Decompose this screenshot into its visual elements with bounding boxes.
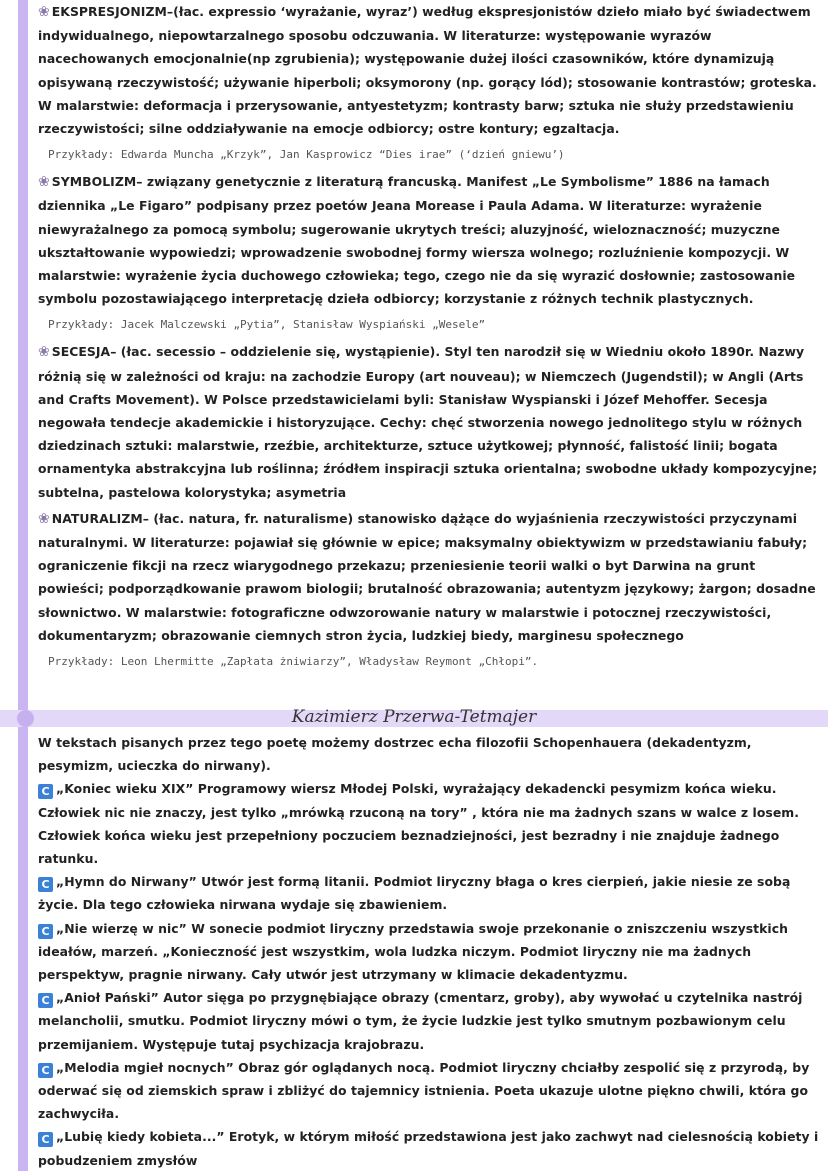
poem-item: C „Hymn do Nirwany” Utwór jest formą litanii. Podmiot liryczny błaga o kres cierpień, jakie niesie ze sobą życie. Dla tego człowieka nirwana wydaje się zbawieniem.	[38, 874, 791, 913]
c-badge-icon: C	[38, 784, 53, 799]
section-naturalizm: ❀ NATURALIZM– (łac. natura, fr. naturalisme) stanowisko dążące do wyjaśnienia rzeczywistości przyczynami naturalnymi. W literaturze: pojawiał się głównie w epice; maksymalny obiektywizm w przedstawianiu fabuły; ograniczenie fikcji na rzecz wiarygodnego przekazu; przeniesienie teorii walki o byt Darwina na grunt powieści; podporządkowanie prawom biologii; brutalność obrazowania; autentyzm językowy; żargon; dosadne słownictwo. W malarstwie: fotograficzne odwzorowanie natury w malarstwie i potocznej rzeczywistości, dokumentaryzm; obrazowanie ciemnych stron życia, ludzkiej biedy, marginesu społecznego	[38, 510, 816, 643]
flower-icon: ❀	[38, 344, 50, 361]
example-symbolizm: Przykłady: Jacek Malczewski „Pytia”, Stanisław Wyspiański „Wesele”	[48, 318, 486, 332]
c-badge-icon: C	[38, 1063, 53, 1078]
example-ekspresjonizm: Przykłady: Edwarda Muncha „Krzyk”, Jan Kasprowicz “Dies irae” (‘dzień gniewu’)	[48, 148, 565, 162]
flower-icon: ❀	[38, 4, 50, 20]
flower-icon: ❀	[38, 510, 50, 527]
flower-icon: ❀	[38, 174, 50, 191]
section-symbolizm: ❀ SYMBOLIZM– związany genetycznie z literaturą francuską. Manifest „Le Symbolisme” 1886 na łamach dziennika „Le Figaro” podpisany przez poetów Jeana Morease i Paula Adama. W literaturze: wyrażenie niewyrażalnego za pomocą symbolu; sugerowanie ukrytych treści; aluzyjność, wieloznaczność; muzyczne ukształtowanie wypowiedzi; wprowadzenie swobodnej formy wiersza wolnego; rozluźnienie kompozycji. W malarstwie: wyrażenie życia duchowego człowieka; tego, czego nie da się wyrazić dosłownie; zastosowanie symbolu pozostawiającego interpretację dzieła odbiorcy; korzystanie z różnych technik plastycznych.	[38, 174, 796, 307]
poet-section	[38, 731, 824, 1172]
poem-item: C „Nie wierzę w nic” W sonecie podmiot liryczny przedstawia swoje przekonanie o zniszczeniu wszystkich ideałów, marzeń. „Konieczność jest wszystkim, wola ludzka niczym. Podmiot liryczny nie ma żadnych perspektyw, pragnie nirwany. Cały utwór jest utrzymany w klimacie dekadentyzmu.	[38, 920, 788, 983]
c-badge-icon: C	[38, 877, 53, 892]
left-accent-bar	[18, 0, 28, 1171]
poem-item: C „Lubię kiedy kobieta...” Erotyk, w którym miłość przedstawiona jest jako zachwyt nad cielesnością kobiety i pobudzeniem zmysłów	[38, 1129, 819, 1168]
c-badge-icon: C	[38, 993, 53, 1008]
c-badge-icon: C	[38, 1132, 53, 1147]
poem-item: C „Koniec wieku XIX” Programowy wiersz Młodej Polski, wyrażający dekadencki pesymizm końca wieku. Człowiek nic nie znaczy, jest tylko „mrówką rzuconą na tory” , która nie ma żadnych szans w walce z losem. Człowiek końca wieku jest przepełniony poczuciem beznadziejności, jest bezradny i nie znajduje żadnego ratunku.	[38, 781, 800, 867]
movements-section	[38, 0, 824, 677]
poet-title: Kazimierz Przerwa-Tetmajer	[291, 707, 537, 727]
poet-intro: W tekstach pisanych przez tego poetę możemy dostrzec echa filozofii Schopenhauera (dekadentyzm, pesymizm, ucieczka do nirwany).	[38, 735, 752, 774]
section-ekspresjonizm: ❀ EKSPRESJONIZM–(łac. expressio ‘wyrażanie, wyraz’) według ekspresjonistów dzieło miało być świadectwem indywidualnego, niepowtarzalnego sposobu odczuwania. W literaturze: występowanie wyrazów nacechowanych emocjonalnie(np zgrubienia); występowanie dużej ilości czasowników, które dynamizują opisywaną rzeczywistość; używanie hiperboli; oksymorony (np. gorący lód); stosowanie kontrastów; groteska. W malarstwie: deformacja i przerysowanie, antyestetyzm; kontrasty barw; sztuka nie służy przedstawieniu rzeczywistości; silne oddziaływanie na emocje odbiorcy; ostre kontury; egzaltacja.	[38, 4, 817, 137]
example-naturalizm: Przykłady: Leon Lhermitte „Zapłata żniwiarzy”, Władysław Reymont „Chłopi”.	[48, 655, 539, 669]
c-badge-icon: C	[38, 924, 53, 939]
section-secesja: ❀ SECESJA– (łac. secessio – oddzielenie się, wystąpienie). Styl ten narodził się w Wiedniu około 1890r. Nazwy różnią się w zależności od kraju: na zachodzie Europy (art nouveau); w Niemczech (Jugendstil); w Angli (Arts and Crafts Movement). W Polsce przedstawicielami byli: Stanisław Wyspianski i Józef Mehoffer. Secesja negowała tendecje akademickie i historyzujące. Cechy: chęć stworzenia nowego jednolitego stylu w różnych dziedzinach sztuki: malarstwie, rzeźbie, architekturze, sztuce użytkowej; płynność, falistość linii; bogata ornamentyka abstrakcyjna lub roślinna; źródłem inspiracji sztuka orientalna; swobodne układy kompozycyjne; subtelna, pastelowa kolorystyka; asymetria	[38, 344, 818, 500]
poem-item: C „Anioł Pański” Autor sięga po przygnębiające obrazy (cmentarz, groby), aby wywołać u czytelnika nastrój melancholii, smutku. Podmiot liryczny mówi o tym, że życie ludzkie jest tylko smutnym pozbawionym celu przemijaniem. Występuje tutaj psychizacja krajobrazu.	[38, 990, 803, 1052]
poem-item: C „Melodia mgieł nocnych” Obraz gór oglądanych nocą. Podmiot liryczny chciałby zespolić się z przyrodą, by oderwać się od ziemskich spraw i zbliżyć do tajemnicy istnienia. Poeta ukazuje ulotne piękno chwili, która go zachwyciła.	[38, 1059, 810, 1122]
